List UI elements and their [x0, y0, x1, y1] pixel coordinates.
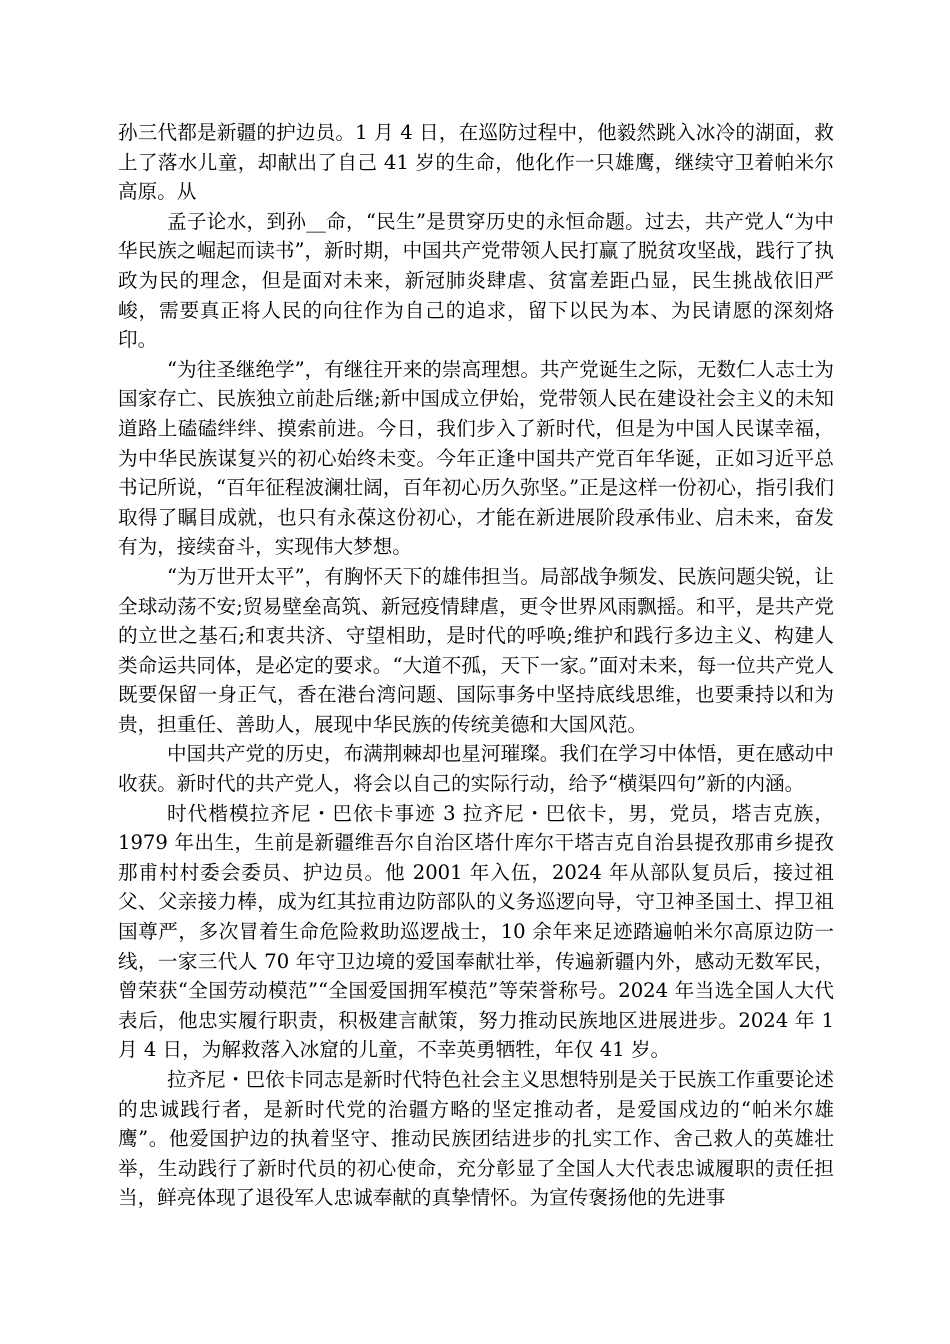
- paragraph-4: “为万世开太平”，有胸怀天下的雄伟担当。局部战争频发、民族问题尖锐，让全球动荡不安;贸易壁垒高筑、新冠疫情肆虐，更令世界风雨飘摇。和平，是共产党的立世之基石;和衷共济、守望相助，是时代的呼唤;维护和践行多边主义、构建人类命运共同体，是必定的要求。“大道不孤，天下一家。”面对未来，每一位共产党人既要保留一身正气，香在港台湾问题、国际事务中坚持底线思维，也要秉持以和为贵，担重任、善助人，展现中华民族的传统美德和大国风范。: [118, 564, 834, 736]
- paragraph-7: 拉齐尼・巴依卡同志是新时代特色社会主义思想特别是关于民族工作重要论述的忠诚践行者，是新时代党的治疆方略的坚定推动者，是爱国戍边的“帕米尔雄鹰”。他爱国护边的执着坚守、推动民族团结进步的扎实工作、舍己救人的英雄壮举，生动践行了新时代员的初心使命，充分彰显了全国人大代表忠诚履职的责任担当，鲜亮体现了退役军人忠诚奉献的真挚情怀。为宣传褒扬他的先进事: [118, 1068, 834, 1210]
- document-body: [118, 118, 834, 1213]
- paragraph-1: 孙三代都是新疆的护边员。1 月 4 日，在巡防过程中，他毅然跳入冰冷的湖面，救上了落水儿童，却献出了自己 41 岁的生命，他化作一只雄鹰，继续守卫着帕米尔高原。从: [118, 121, 834, 204]
- paragraph-2: 孟子论水，到孙__命，“民生”是贯穿历史的永恒命题。过去，共产党人“为中华民族之崛起而读书”，新时期，中国共产党带领人民打赢了脱贫攻坚战，践行了执政为民的理念，但是面对未来，新冠肺炎肆虐、贫富差距凸显，民生挑战依旧严峻，需要真正将人民的向往作为自己的追求，留下以民为本、为民请愿的深刻烙印。: [118, 209, 834, 352]
- paragraph-6: 时代楷模拉齐尼・巴依卡事迹 3 拉齐尼・巴依卡，男，党员，塔吉克族，1979 年出生，生前是新疆维吾尔自治区塔什库尔干塔吉克自治县提孜那甫乡提孜那甫村村委会委员、护边员。他 2001 年入伍，2024 年从部队复员后，接过祖父、父亲接力棒，成为红其拉甫边防部队的义务巡逻向导，守卫神圣国土、捍卫祖国尊严，多次冒着生命危险救助巡逻战士，10 余年来足迹踏遍帕米尔高原边防一线，一家三代人 70 年守卫边境的爱国奉献壮举，传遍新疆内外，感动无数军民，曾荣获“全国劳动模范”“全国爱国拥军模范”等荣誉称号。2024 年当选全国人大代表后，他忠实履行职责，积极建言献策，努力推动民族地区进展进步。2024 年 1 月 4 日，为解救落入冰窟的儿童，不幸英勇牺牲，年仅 41 岁。: [118, 801, 834, 1062]
- paragraph-5: 中国共产党的历史，布满荆棘却也星河璀璨。我们在学习中体悟，更在感动中收获。新时代的共产党人，将会以自己的实际行动，给予“横渠四句”新的内涵。: [118, 742, 834, 796]
- paragraph-3: “为往圣继绝学”，有继往开来的崇高理想。共产党诞生之际，无数仁人志士为国家存亡、民族独立前赴后继;新中国成立伊始，党带领人民在建设社会主义的未知道路上磕磕绊绊、摸索前进。今日，我们步入了新时代，但是为中国人民谋幸福，为中华民族谋复兴的初心始终未变。今年正逢中国共产党百年华诞，正如习近平总书记所说，“百年征程波澜壮阔，百年初心历久弥坚。”正是这样一份初心，指引我们取得了瞩目成就，也只有永葆这份初心，才能在新进展阶段承伟业、启未来，奋发有为，接续奋斗，实现伟大梦想。: [118, 357, 834, 559]
